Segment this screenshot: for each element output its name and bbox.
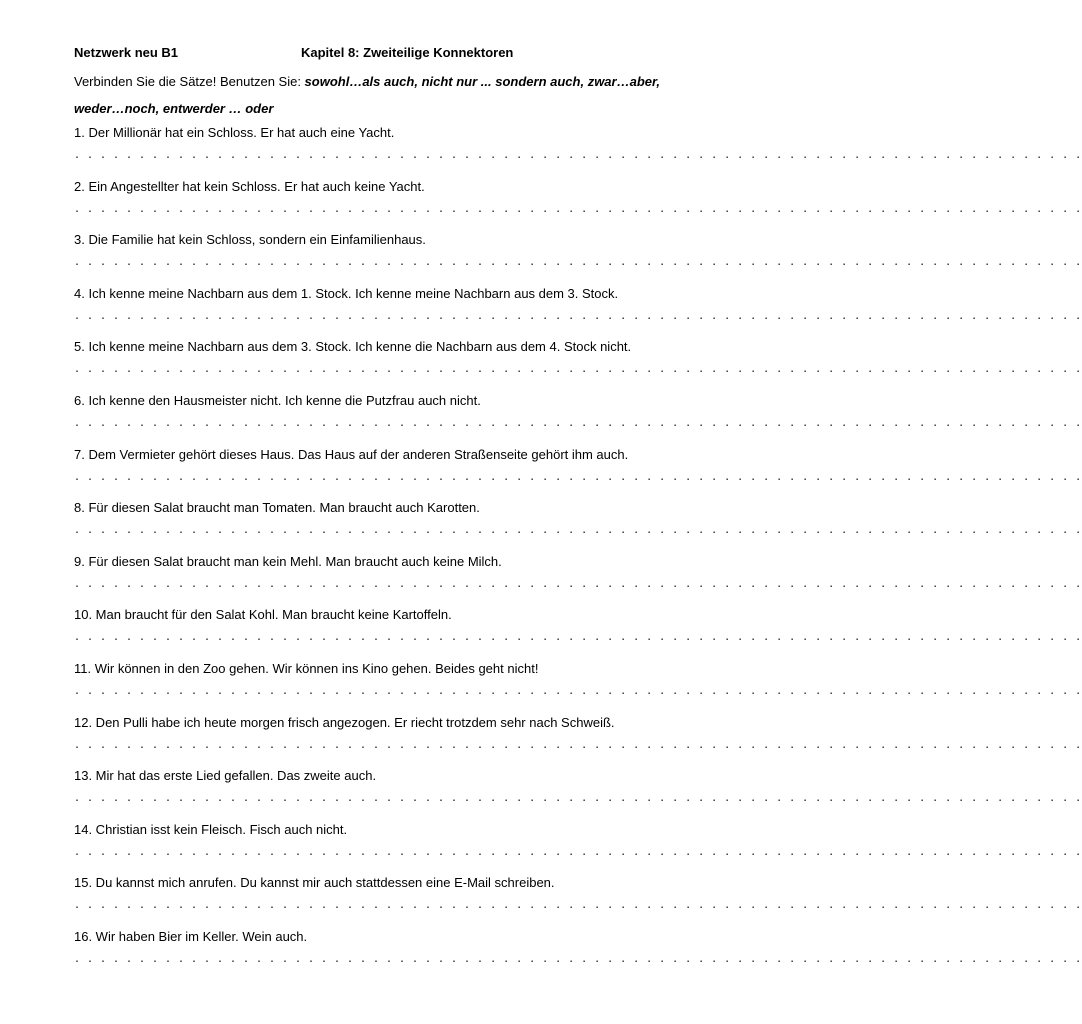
answer-dotted-line[interactable]: . . . . . . . . . . . . . . . . . . . . . . . . . . . . . . . . . . . . . . . . . . . . . . . . . . . . . . . . . . . . . . . . . . . . . . . . . . . . . . [74,847,1082,859]
exercise-sentence: 15. Du kannst mich anrufen. Du kannst mir auch stattdessen eine E-Mail schreiben. [74,875,555,891]
exercise-sentence: 6. Ich kenne den Hausmeister nicht. Ich kenne die Putzfrau auch nicht. [74,392,481,408]
exercise-item [74,658,1082,712]
answer-dotted-line[interactable]: . . . . . . . . . . . . . . . . . . . . . . . . . . . . . . . . . . . . . . . . . . . . . . . . . . . . . . . . . . . . . . . . . . . . . . . . . . . . . . [74,365,1082,377]
exercise-sentence: 8. Für diesen Salat braucht man Tomaten. Man braucht auch Karotten. [74,500,480,516]
exercise-sentence: 10. Man braucht für den Salat Kohl. Man braucht keine Kartoffeln. [74,607,452,623]
exercise-sentence: 16. Wir haben Bier im Keller. Wein auch. [74,928,308,944]
exercise-sentence: 1. Der Millionär hat ein Schloss. Er hat auch eine Yacht. [74,125,395,140]
exercise-item [74,390,1082,444]
chapter-title: Kapitel 8: Zweiteilige Konnektoren [301,45,514,60]
exercise-item [74,336,1082,390]
answer-dotted-line[interactable]: . . . . . . . . . . . . . . . . . . . . . . . . . . . . . . . . . . . . . . . . . . . . . . . . . . . . . . . . . . . . . . . . . . . . . . . . . . . . . . [74,311,1082,323]
exercise-sentence: 3. Die Familie hat kein Schloss, sondern ein Einfamilienhaus. [74,232,426,248]
exercise-sentence: 9. Für diesen Salat braucht man kein Mehl. Man braucht auch keine Milch. [74,553,502,569]
answer-dotted-line[interactable]: . . . . . . . . . . . . . . . . . . . . . . . . . . . . . . . . . . . . . . . . . . . . . . . . . . . . . . . . . . . . . . . . . . . . . . . . . . . . . . [74,686,1082,698]
worksheet-page [74,42,1082,980]
answer-dotted-line[interactable]: . . . . . . . . . . . . . . . . . . . . . . . . . . . . . . . . . . . . . . . . . . . . . . . . . . . . . . . . . . . . . . . . . . . . . . . . . . . . . . [74,258,1082,270]
exercise-item [74,551,1082,605]
instructions [74,68,714,122]
exercise-item [74,872,1082,926]
connector-list-part1: sowohl…als auch, nicht nur ... sondern auch, zwar…aber, [304,74,660,89]
exercise-sentence: 7. Dem Vermieter gehört dieses Haus. Das Haus auf der anderen Straßenseite gehört ihm auch. [74,446,629,462]
exercise-item [74,122,1082,176]
answer-dotted-line[interactable]: . . . . . . . . . . . . . . . . . . . . . . . . . . . . . . . . . . . . . . . . . . . . . . . . . . . . . . . . . . . . . . . . . . . . . . . . . . . . . . [74,740,1082,752]
exercise-item [74,604,1082,658]
instruction-text: Verbinden Sie die Sätze! Benutzen Sie: [74,74,305,89]
exercise-item [74,444,1082,498]
exercise-sentence: 12. Den Pulli habe ich heute morgen frisch angezogen. Er riecht trotzdem sehr nach Schweiß. [74,714,615,730]
connector-list-part2: weder…noch, entwerder … oder [74,101,274,116]
exercise-item [74,819,1082,873]
exercise-sentence: 11. Wir können in den Zoo gehen. Wir können ins Kino gehen. Beides geht nicht! [74,660,539,676]
answer-dotted-line[interactable]: . . . . . . . . . . . . . . . . . . . . . . . . . . . . . . . . . . . . . . . . . . . . . . . . . . . . . . . . . . . . . . . . . . . . . . . . . . . . . . [74,204,1082,216]
exercise-item [74,283,1082,337]
exercise-item [74,176,1082,230]
exercise-item [74,765,1082,819]
answer-dotted-line[interactable]: . . . . . . . . . . . . . . . . . . . . . . . . . . . . . . . . . . . . . . . . . . . . . . . . . . . . . . . . . . . . . . . . . . . . . . . . . . . . . . [74,954,1082,966]
answer-dotted-line[interactable]: . . . . . . . . . . . . . . . . . . . . . . . . . . . . . . . . . . . . . . . . . . . . . . . . . . . . . . . . . . . . . . . . . . . . . . . . . . . . . . [74,579,1082,591]
exercise-sentence: 13. Mir hat das erste Lied gefallen. Das zweite auch. [74,768,377,784]
exercise-sentence: 2. Ein Angestellter hat kein Schloss. Er hat auch keine Yacht. [74,178,425,194]
answer-dotted-line[interactable]: . . . . . . . . . . . . . . . . . . . . . . . . . . . . . . . . . . . . . . . . . . . . . . . . . . . . . . . . . . . . . . . . . . . . . . . . . . . . . . [74,418,1082,430]
exercise-sentence: 14. Christian isst kein Fleisch. Fisch auch nicht. [74,821,348,837]
exercise-sentence: 5. Ich kenne meine Nachbarn aus dem 3. Stock. Ich kenne die Nachbarn aus dem 4. Stock nicht. [74,339,632,355]
worksheet-header [74,42,714,64]
exercise-sentence: 4. Ich kenne meine Nachbarn aus dem 1. Stock. Ich kenne meine Nachbarn aus dem 3. Stock. [74,285,619,301]
exercise-item [74,712,1082,766]
answer-dotted-line[interactable]: . . . . . . . . . . . . . . . . . . . . . . . . . . . . . . . . . . . . . . . . . . . . . . . . . . . . . . . . . . . . . . . . . . . . . . . . . . . . . . [74,151,1082,162]
exercise-item [74,926,1082,980]
exercise-item [74,497,1082,551]
exercise-list [74,122,1082,980]
answer-dotted-line[interactable]: . . . . . . . . . . . . . . . . . . . . . . . . . . . . . . . . . . . . . . . . . . . . . . . . . . . . . . . . . . . . . . . . . . . . . . . . . . . . . . [74,901,1082,913]
exercise-item [74,229,1082,283]
answer-dotted-line[interactable]: . . . . . . . . . . . . . . . . . . . . . . . . . . . . . . . . . . . . . . . . . . . . . . . . . . . . . . . . . . . . . . . . . . . . . . . . . . . . . . [74,526,1082,538]
answer-dotted-line[interactable]: . . . . . . . . . . . . . . . . . . . . . . . . . . . . . . . . . . . . . . . . . . . . . . . . . . . . . . . . . . . . . . . . . . . . . . . . . . . . . . [74,633,1082,645]
answer-dotted-line[interactable]: . . . . . . . . . . . . . . . . . . . . . . . . . . . . . . . . . . . . . . . . . . . . . . . . . . . . . . . . . . . . . . . . . . . . . . . . . . . . . . [74,794,1082,806]
course-title: Netzwerk neu B1 [74,45,179,60]
answer-dotted-line[interactable]: . . . . . . . . . . . . . . . . . . . . . . . . . . . . . . . . . . . . . . . . . . . . . . . . . . . . . . . . . . . . . . . . . . . . . . . . . . . . . . [74,472,1082,484]
